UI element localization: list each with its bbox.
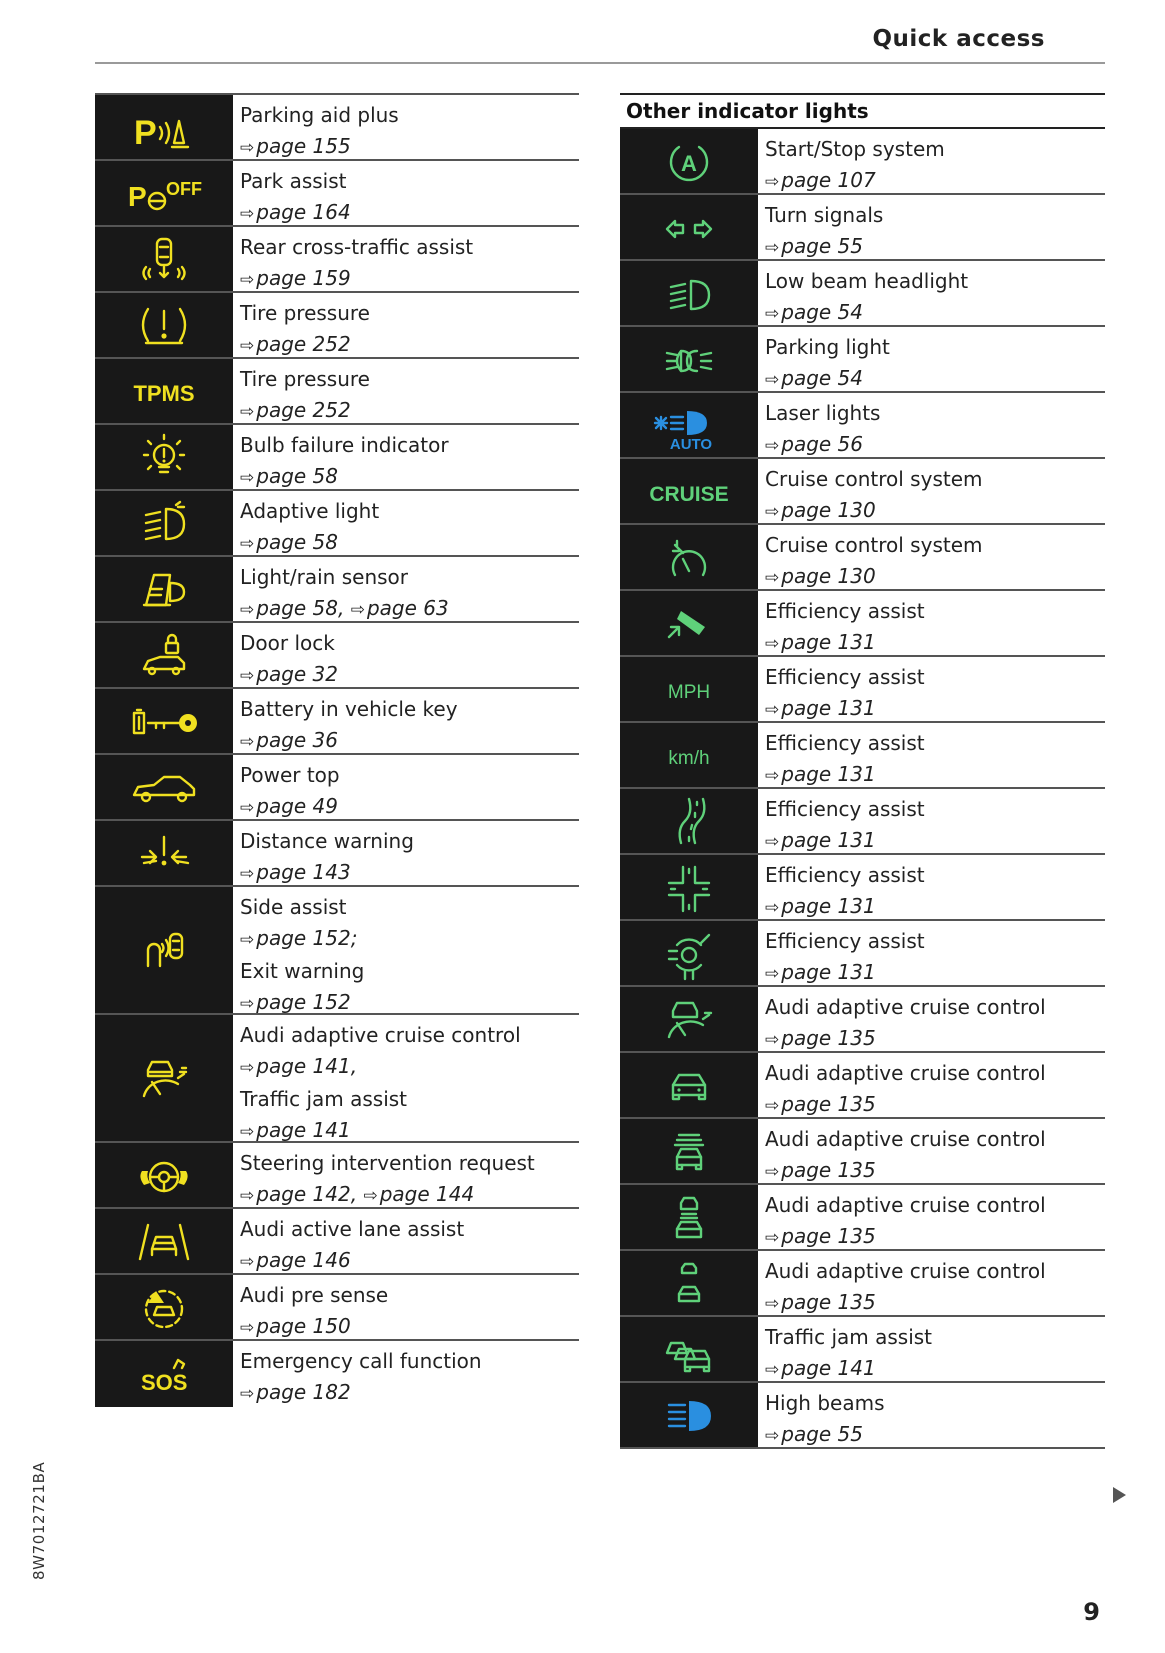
roundabout-icon	[620, 921, 758, 985]
page-reference[interactable]: ⇨ page 135	[765, 1158, 876, 1182]
table-row	[620, 1383, 1105, 1449]
table-row	[620, 1053, 1105, 1119]
page-reference[interactable]: ⇨ page 58, ⇨ page 63	[240, 596, 449, 620]
svg-text:km/h: km/h	[668, 748, 710, 769]
tpms-icon	[95, 359, 233, 423]
sos-icon	[95, 1341, 233, 1407]
row-title: Efficiency assist	[765, 599, 925, 623]
page-reference[interactable]: ⇨ page 55	[765, 234, 864, 258]
pre-sense-icon	[95, 1275, 233, 1339]
row-title: Efficiency assist	[765, 731, 925, 755]
lane-assist-icon	[95, 1209, 233, 1273]
row-title: Audi adaptive cruise control	[765, 1061, 1046, 1085]
start-stop-icon	[620, 129, 758, 193]
page-reference[interactable]: ⇨ page 152	[240, 990, 351, 1014]
table-row	[620, 195, 1105, 261]
page-reference[interactable]: ⇨ page 159	[240, 266, 351, 290]
park-assist-off-icon	[95, 161, 233, 225]
curvy-road-icon	[620, 789, 758, 853]
page-reference[interactable]: ⇨ page 141,	[240, 1054, 358, 1078]
page-reference[interactable]: ⇨ page 252	[240, 398, 351, 422]
table-row	[95, 1275, 579, 1341]
row-title: Tire pressure	[240, 301, 370, 325]
page-reference[interactable]: ⇨ page 55	[765, 1422, 864, 1446]
table-row	[620, 525, 1105, 591]
row-title: Turn signals	[765, 203, 884, 227]
table-row	[620, 261, 1105, 327]
row-title: Rear cross-traffic assist	[240, 235, 474, 259]
page-reference[interactable]: ⇨ page 252	[240, 332, 351, 356]
car-distance-near-icon	[620, 1119, 758, 1183]
page-reference[interactable]: ⇨ page 131	[765, 960, 876, 984]
low-beam-icon	[620, 261, 758, 325]
row-title: Start/Stop system	[765, 137, 945, 161]
turn-signals-icon	[620, 195, 758, 259]
row-title: Tire pressure	[240, 367, 370, 391]
table-row	[620, 459, 1105, 525]
page-reference[interactable]: ⇨ page 135	[765, 1290, 876, 1314]
acc-speedometer-icon	[620, 987, 758, 1051]
table-row	[95, 491, 579, 557]
svg-text:TPMS: TPMS	[133, 381, 195, 406]
page-reference[interactable]: ⇨ page 58	[240, 464, 339, 488]
table-row	[620, 657, 1105, 723]
row-title: Audi adaptive cruise control	[765, 1193, 1046, 1217]
row-title: High beams	[765, 1391, 885, 1415]
row-title: Bulb failure indicator	[240, 433, 449, 457]
page-reference[interactable]: ⇨ page 54	[765, 366, 864, 390]
row-title: Door lock	[240, 631, 335, 655]
mph-icon	[620, 657, 758, 721]
row-title: Parking aid plus	[240, 103, 399, 127]
power-top-icon	[95, 755, 233, 819]
car-distance-far-icon	[620, 1251, 758, 1315]
row-title: Parking light	[765, 335, 890, 359]
table-row	[95, 1143, 579, 1209]
left-indicator-table	[95, 93, 579, 1407]
page-reference[interactable]: ⇨ page 130	[765, 564, 876, 588]
page-reference[interactable]: ⇨ page 36	[240, 728, 339, 752]
key-battery-icon	[95, 689, 233, 753]
distance-warning-icon	[95, 821, 233, 885]
page-reference[interactable]: ⇨ page 131	[765, 762, 876, 786]
table-row	[95, 1209, 579, 1275]
row-title: Battery in vehicle key	[240, 697, 458, 721]
row-title: Cruise control system	[765, 467, 983, 491]
row-title: Adaptive light	[240, 499, 380, 523]
steering-intervention-icon	[95, 1143, 233, 1207]
page-reference[interactable]: ⇨ page 141	[765, 1356, 876, 1380]
traffic-jam-icon	[620, 1317, 758, 1381]
tire-pressure-icon	[95, 293, 233, 357]
page-reference[interactable]: ⇨ page 32	[240, 662, 339, 686]
svg-text:P: P	[128, 181, 147, 212]
row-title: Efficiency assist	[765, 797, 925, 821]
page-reference[interactable]: ⇨ page 164	[240, 200, 351, 224]
page-header-title: Quick access	[872, 26, 1045, 52]
table-row	[620, 327, 1105, 393]
row-title: Side assist	[240, 895, 347, 919]
svg-text:OFF: OFF	[166, 179, 202, 199]
continue-arrow-icon[interactable]	[1113, 1487, 1126, 1503]
svg-text:AUTO: AUTO	[669, 436, 713, 453]
efficiency-arrow-icon	[620, 591, 758, 655]
row-title: Power top	[240, 763, 340, 787]
row-title: Audi adaptive cruise control	[765, 1127, 1046, 1151]
row-title: Audi active lane assist	[240, 1217, 465, 1241]
table-row	[95, 425, 579, 491]
table-row	[95, 1015, 579, 1143]
page-reference[interactable]: ⇨ page 182	[240, 1380, 351, 1404]
table-row	[95, 227, 579, 293]
table-row	[95, 755, 579, 821]
page-reference[interactable]: ⇨ page 146	[240, 1248, 351, 1272]
row-title: Audi adaptive cruise control	[240, 1023, 521, 1047]
table-row	[95, 887, 579, 1015]
svg-text:SOS: SOS	[141, 1370, 188, 1395]
table-row	[95, 689, 579, 755]
kmh-icon	[620, 723, 758, 787]
page-reference[interactable]: ⇨ page 135	[765, 1224, 876, 1248]
row-title: Park assist	[240, 169, 347, 193]
svg-text:A: A	[681, 151, 697, 176]
table-row	[620, 855, 1105, 921]
row-title: Traffic jam assist	[765, 1325, 933, 1349]
parking-light-icon	[620, 327, 758, 391]
cruise-icon	[620, 459, 758, 523]
table-row	[95, 293, 579, 359]
table-row	[620, 393, 1105, 459]
car-distance-mid-icon	[620, 1185, 758, 1249]
table-row	[95, 557, 579, 623]
table-row	[620, 1185, 1105, 1251]
adaptive-cruise-icon	[95, 1015, 233, 1141]
row-title: Efficiency assist	[765, 863, 925, 887]
page-reference[interactable]: ⇨ page 49	[240, 794, 339, 818]
section-heading: Other indicator lights	[620, 93, 1105, 129]
row-title: Audi pre sense	[240, 1283, 389, 1307]
row-subtitle: Traffic jam assist	[240, 1087, 408, 1111]
svg-text:MPH: MPH	[667, 682, 711, 703]
table-row	[95, 93, 579, 161]
document-code: 8W7012721BA	[30, 1461, 48, 1580]
table-row	[95, 821, 579, 887]
table-row	[620, 723, 1105, 789]
row-title: Light/rain sensor	[240, 565, 408, 589]
parking-aid-plus-icon	[95, 95, 233, 159]
laser-lights-icon	[620, 393, 758, 457]
side-assist-icon	[95, 887, 233, 1013]
page-reference[interactable]: ⇨ page 141	[240, 1118, 351, 1142]
row-subtitle: Exit warning	[240, 959, 365, 983]
page-reference[interactable]: ⇨ page 135	[765, 1092, 876, 1116]
row-title: Laser lights	[765, 401, 881, 425]
svg-text:CRUISE: CRUISE	[649, 483, 729, 506]
page-reference[interactable]: ⇨ page 131	[765, 630, 876, 654]
row-title: Audi adaptive cruise control	[765, 995, 1046, 1019]
high-beams-icon	[620, 1383, 758, 1447]
adaptive-light-icon	[95, 491, 233, 555]
table-row	[620, 129, 1105, 195]
table-row	[620, 987, 1105, 1053]
page-reference[interactable]: ⇨ page 131	[765, 894, 876, 918]
row-title: Efficiency assist	[765, 929, 925, 953]
page-number: 9	[1083, 1598, 1100, 1626]
door-lock-icon	[95, 623, 233, 687]
table-row	[95, 161, 579, 227]
header-rule	[95, 62, 1105, 64]
intersection-icon	[620, 855, 758, 919]
row-title: Steering intervention request	[240, 1151, 535, 1175]
table-row	[95, 623, 579, 689]
page-reference[interactable]: ⇨ page 131	[765, 828, 876, 852]
right-indicator-table	[620, 93, 1105, 1449]
cruise-speedometer-icon	[620, 525, 758, 589]
table-row	[95, 359, 579, 425]
row-title: Emergency call function	[240, 1349, 482, 1373]
car-front-icon	[620, 1053, 758, 1117]
table-row	[620, 789, 1105, 855]
rear-cross-traffic-icon	[95, 227, 233, 291]
row-title: Efficiency assist	[765, 665, 925, 689]
page-reference[interactable]: ⇨ page 56	[765, 432, 864, 456]
page-reference[interactable]: ⇨ page 142, ⇨ page 144	[240, 1182, 475, 1206]
row-title: Cruise control system	[765, 533, 983, 557]
table-row	[620, 1119, 1105, 1185]
row-title: Low beam headlight	[765, 269, 969, 293]
page-reference[interactable]: ⇨ page 143	[240, 860, 351, 884]
page-reference[interactable]: ⇨ page 58	[240, 530, 339, 554]
table-row	[620, 1317, 1105, 1383]
page-reference[interactable]: ⇨ page 131	[765, 696, 876, 720]
page-reference[interactable]: ⇨ page 152;	[240, 926, 358, 950]
table-row	[95, 1341, 579, 1407]
row-title: Audi adaptive cruise control	[765, 1259, 1046, 1283]
table-row	[620, 921, 1105, 987]
row-title: Distance warning	[240, 829, 414, 853]
page-reference[interactable]: ⇨ page 135	[765, 1026, 876, 1050]
svg-text:P: P	[134, 114, 157, 152]
bulb-failure-icon	[95, 425, 233, 489]
table-row	[620, 591, 1105, 657]
page-reference[interactable]: ⇨ page 130	[765, 498, 876, 522]
page-reference[interactable]: ⇨ page 54	[765, 300, 864, 324]
light-rain-sensor-icon	[95, 557, 233, 621]
page-reference[interactable]: ⇨ page 150	[240, 1314, 351, 1338]
page-reference[interactable]: ⇨ page 107	[765, 168, 876, 192]
table-row	[620, 1251, 1105, 1317]
page-reference[interactable]: ⇨ page 155	[240, 134, 351, 158]
